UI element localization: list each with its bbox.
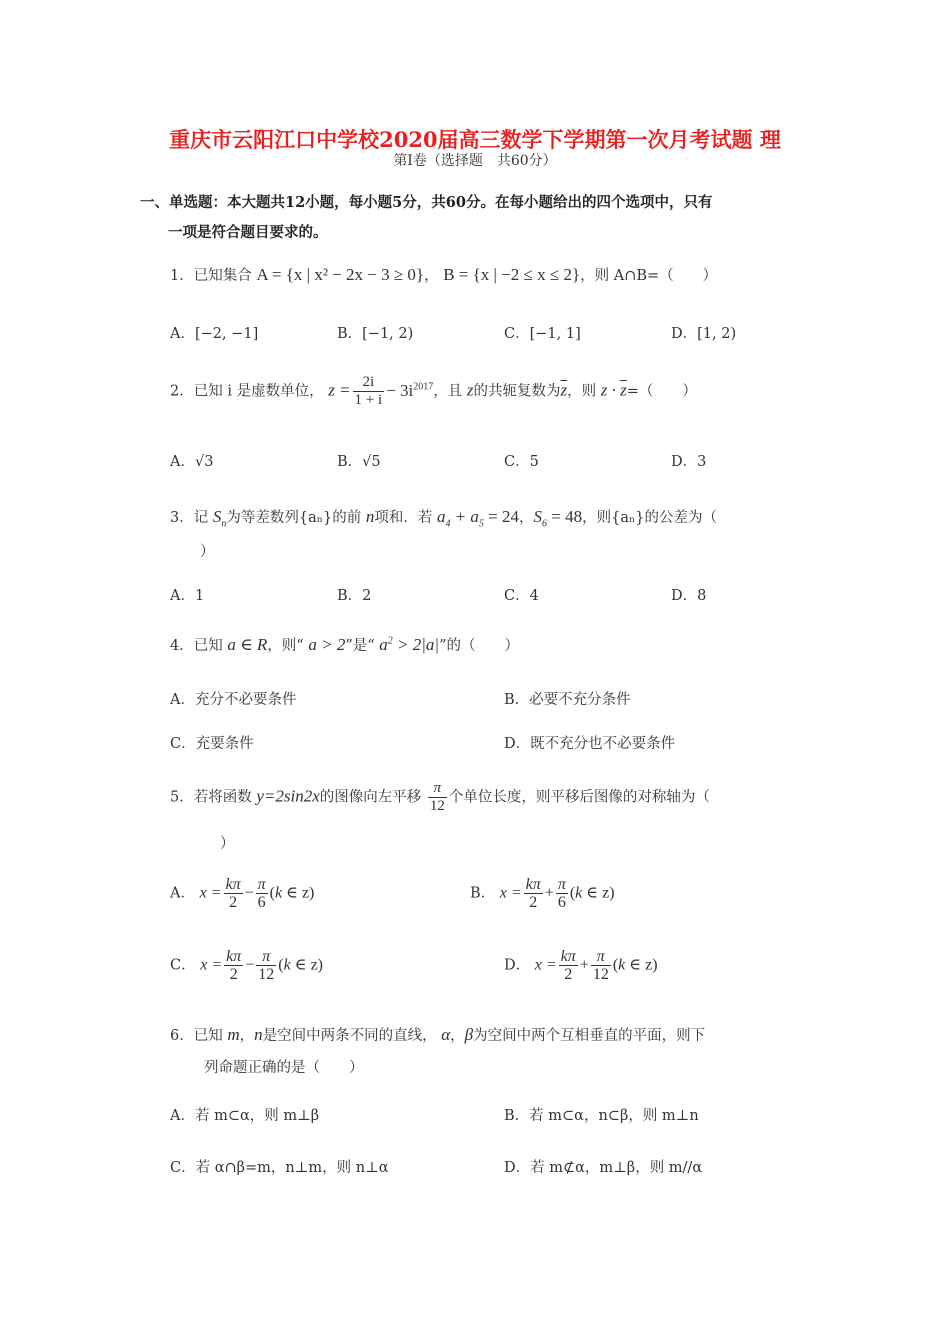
question-2-stem: 2．已知 i 是虚数单位， z = $\frac{2i}{1 + i}$ − $3i^{2017}$，且 z的共轭复数为$\overline{z}$，则 $z \cdot \overline{z}=$（ ） [170, 374, 697, 408]
question-4-text-d: ”的（ ） [439, 638, 520, 654]
question-6-stem: 6．已知 m，n是空间中两条不同的直线， α，β为空间中两个互相垂直的平面，则下 [170, 1025, 706, 1044]
question-4-option-c: C．充要条件 [170, 736, 254, 752]
question-4-text-b: ，则“ [267, 638, 304, 654]
section-heading-line2: 一项是符合题目要求的。 [168, 224, 328, 241]
question-2-option-a: A．√3 [170, 454, 214, 470]
question-5-text-b: 的图像向左平移 [319, 789, 422, 806]
question-6-text-e: 为空间中两个互相垂直的平面，则下 [473, 1028, 706, 1044]
question-4-stem: 4．已知 a ∈ R，则“ a > 2”是“ $a^2 > 2|a|$”的（ ） [170, 635, 520, 654]
question-4-option-b: B．必要不充分条件 [504, 692, 631, 708]
question-5-number: 5． [170, 789, 194, 806]
question-3-text-a: 记 [193, 510, 209, 526]
question-6-text-c: 是空间中两条不同的直线， [262, 1028, 437, 1044]
question-3-stem: 3．记 $S_n$为等差数列{aₙ}的前 n项和．若 $a_4 + a_5 = 24$，$S_6 = 48$，则{aₙ}的公差为（ [170, 507, 717, 530]
question-4-number: 4． [170, 638, 194, 654]
question-1-option-c: C．[−1, 1] [504, 326, 581, 342]
question-6-option-d: D．若 m⊄α，m⊥β，则 m//α [504, 1160, 703, 1176]
question-5-text-c: 个单位长度，则平移后图像的对称轴为（ [448, 789, 710, 806]
question-6-option-b: B．若 m⊂α，n⊂β，则 m⊥n [504, 1108, 699, 1124]
question-2-text-e: =（ ） [626, 383, 697, 400]
question-3-close: ） [200, 544, 215, 560]
question-2-text-a: 已知 i 是虚数单位， [193, 383, 324, 400]
section-heading-line1: 一、单选题：本大题共12小题，每小题5分，共60分。在每小题给出的四个选项中，只有 [140, 194, 713, 211]
question-5-function: y=2sin2x [256, 786, 320, 806]
document-subtitle: 第Ⅰ卷（选择题 共60分） [393, 153, 557, 169]
question-3-option-a: A．1 [170, 588, 205, 604]
question-1-number: 1． [170, 268, 194, 284]
question-6-option-c: C．若 α∩β=m，n⊥m，则 n⊥α [170, 1160, 389, 1176]
question-2-text-d: ，则 [567, 383, 597, 400]
question-6-stem-line2: 列命题正确的是（ ） [204, 1060, 364, 1076]
question-5-text-a: 若将函数 [193, 789, 252, 806]
question-2-text-b: ，且 [433, 383, 463, 400]
question-2-option-b: B．√5 [337, 454, 381, 470]
question-5-option-d: D． x = $\frac{k\pi}{2}$ + $\frac{\pi}{12}$ (k ∈ z) [504, 948, 658, 983]
question-1-set-a: A = {x | x² − 2x − 3 ≥ 0} [256, 265, 425, 284]
question-6-number: 6． [170, 1028, 194, 1044]
question-3-number: 3． [170, 510, 194, 526]
question-3-text-b: 为等差数列{aₙ}的前 [226, 510, 362, 526]
question-4-option-d: D．既不充分也不必要条件 [504, 736, 676, 752]
question-4-text-c: ”是“ [345, 638, 375, 654]
question-2-option-d: D．3 [671, 454, 707, 470]
question-1-text-a: 已知集合 [193, 268, 252, 284]
question-1-stem: 1．已知集合 A = {x | x² − 2x − 3 ≥ 0}， B = {x | −2 ≤ x ≤ 2}，则 A∩B=（ ） [170, 265, 718, 284]
question-2-formula: z = [328, 380, 351, 400]
question-3-option-b: B．2 [337, 588, 372, 604]
question-2-option-c: C．5 [504, 454, 539, 470]
question-2-fraction: $\frac{2i}{1 + i}$ [354, 374, 383, 408]
question-1-option-a: A．[−2, −1] [170, 326, 259, 342]
question-5-option-b: B． x = $\frac{k\pi}{2}$ + $\frac{\pi}{6}$ (k ∈ z) [470, 876, 615, 911]
question-4-text-a: 已知 [193, 638, 223, 654]
question-6-text-a: 已知 [193, 1028, 223, 1044]
question-3-text-d: ，则{aₙ}的公差为（ [582, 510, 717, 526]
question-1-option-d: D．[1, 2) [671, 326, 737, 342]
question-5-option-c: C． x = $\frac{k\pi}{2}$ − $\frac{\pi}{12}$ (k ∈ z) [170, 948, 323, 983]
question-3-text-c: 项和．若 [374, 510, 433, 526]
question-3-option-c: C．4 [504, 588, 539, 604]
question-6-option-a: A．若 m⊂α，则 m⊥β [170, 1108, 320, 1124]
question-2-number: 2． [170, 383, 194, 400]
document-title: 重庆市云阳江口中学校2020届高三数学下学期第一次月考试题 理 [169, 127, 781, 152]
section-heading [140, 188, 830, 248]
question-2-text-c: 的共轭复数为 [473, 383, 561, 400]
question-1-option-b: B．[−1, 2) [337, 326, 414, 342]
question-4-option-a: A．充分不必要条件 [170, 692, 297, 708]
question-5-close: ） [220, 836, 235, 852]
question-5-option-a: A． x = $\frac{k\pi}{2}$ − $\frac{\pi}{6}$ (k ∈ z) [170, 876, 315, 911]
question-1-text-b: ，则 A∩B=（ ） [580, 268, 718, 284]
question-3-option-d: D．8 [671, 588, 707, 604]
question-1-set-b: B = {x | −2 ≤ x ≤ 2} [443, 265, 581, 284]
question-5-stem: 5．若将函数 y=2sin2x的图像向左平移 $\frac{\pi}{12}$ 个单位长度，则平移后图像的对称轴为（ [170, 780, 710, 814]
